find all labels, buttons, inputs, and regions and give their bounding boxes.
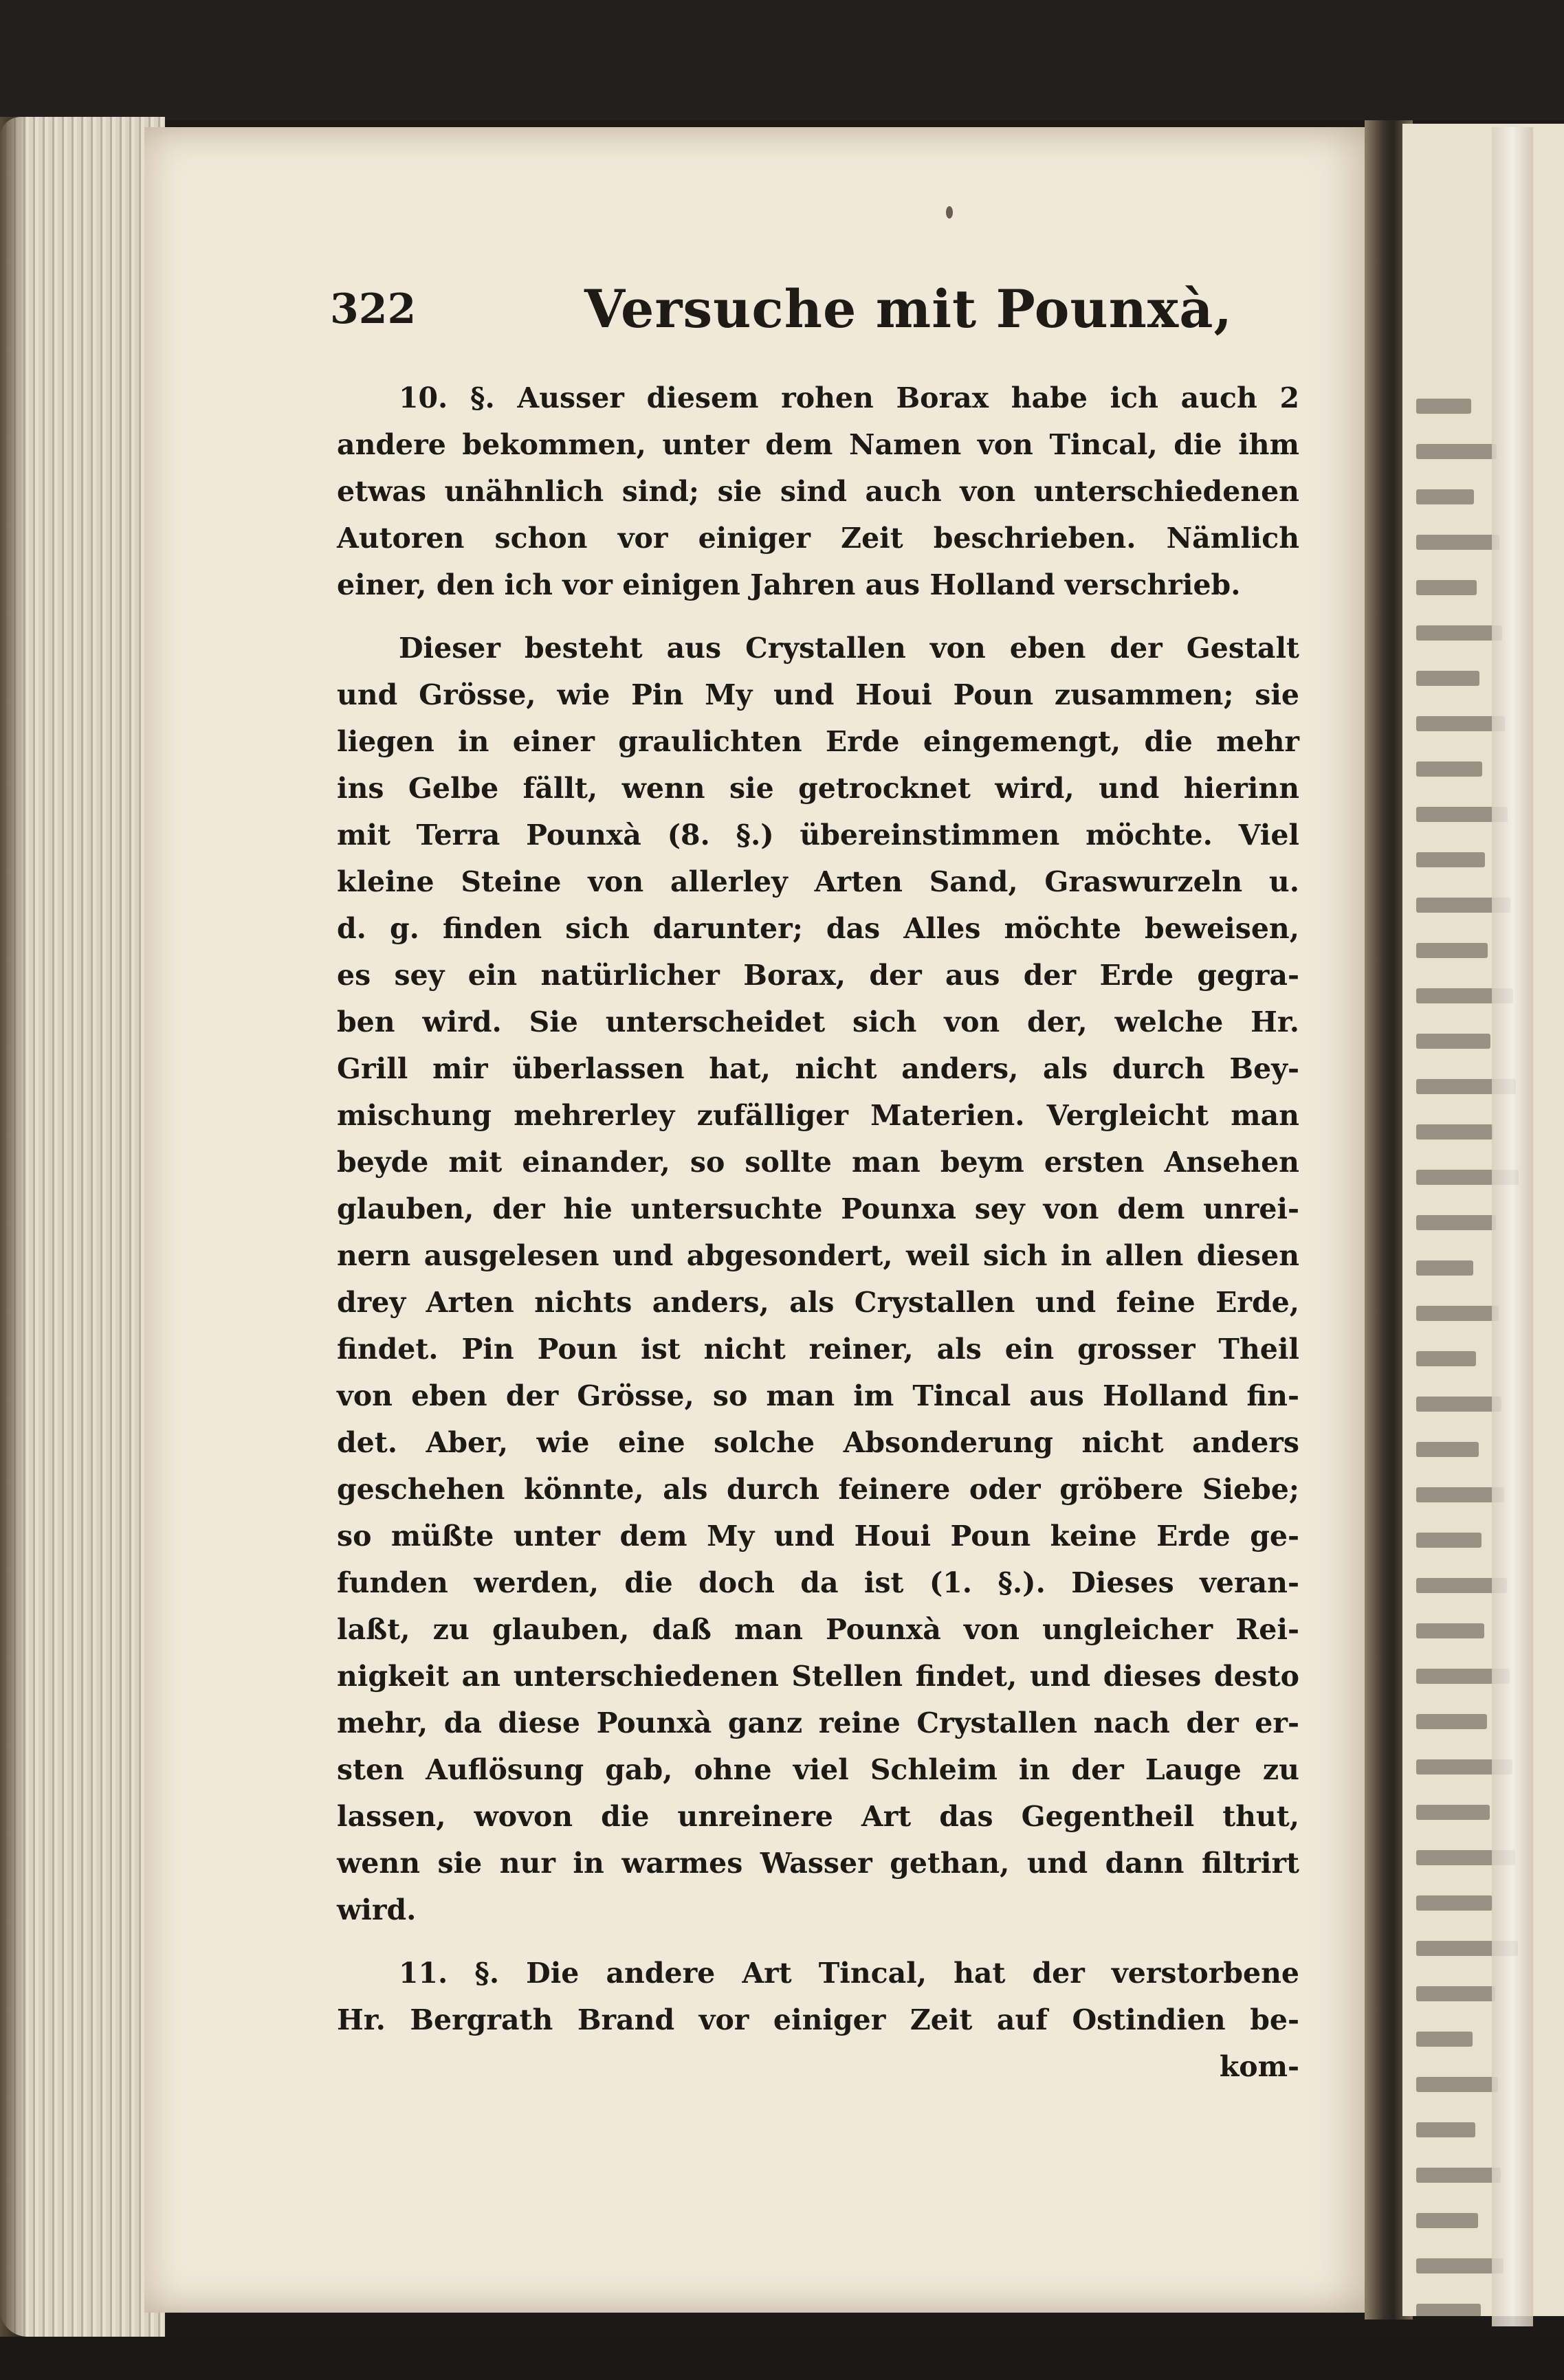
text-line: funden werden, die doch da ist (1. §.). Dieses veran-: [337, 1566, 1299, 1599]
facing-page-text-stroke: [1416, 2213, 1478, 2228]
facing-page-text-stroke: [1416, 1442, 1479, 1457]
facing-page-text-stroke: [1416, 1306, 1499, 1321]
facing-page-text-stroke: [1416, 535, 1499, 550]
text-line: liegen in einer graulichten Erde eingemengt, die mehr: [337, 725, 1299, 758]
text-line: d. g. finden sich darunter; das Alles möchte beweisen,: [337, 912, 1299, 945]
text-line: so müßte unter dem My und Houi Poun keine Erde ge-: [337, 1520, 1299, 1553]
text-line: beyde mit einander, so sollte man beym ersten Ansehen: [337, 1146, 1299, 1179]
text-line: mehr, da diese Pounxà ganz reine Crystallen nach der er-: [337, 1706, 1299, 1739]
facing-page-text-stroke: [1416, 2258, 1504, 2273]
page-body: [337, 375, 1299, 2090]
facing-page-text-stroke: [1416, 2168, 1501, 2183]
facing-page-text-stroke: [1416, 1397, 1501, 1412]
text-line: und Grösse, wie Pin My und Houi Poun zusammen; sie: [337, 678, 1299, 711]
facing-page-text-stroke: [1416, 943, 1488, 958]
paper-bookmark: [1492, 127, 1533, 2326]
facing-page-text-stroke: [1416, 1215, 1496, 1230]
ink-speck: [946, 206, 953, 219]
facing-page-text-stroke: [1416, 1623, 1484, 1638]
facing-page-text-stroke: [1416, 444, 1497, 459]
paragraph-gap: [337, 1933, 1299, 1950]
paragraph-gap: [337, 608, 1299, 625]
scan-background-top: [0, 0, 1564, 120]
facing-page-text-stroke: [1416, 1034, 1490, 1049]
text-line: Grill mir überlassen hat, nicht anders, als durch Bey-: [337, 1052, 1299, 1085]
facing-page-text-stroke: [1416, 1260, 1473, 1276]
catchword: kom-: [1219, 2050, 1299, 2083]
facing-page-text-stroke: [1416, 580, 1477, 595]
text-line: es sey ein natürlicher Borax, der aus der Erde gegra-: [337, 959, 1299, 992]
facing-page-text-stroke: [1416, 1351, 1476, 1366]
text-line: wird.: [337, 1893, 417, 1926]
facing-page-text-stroke: [1416, 1124, 1493, 1139]
text-line: ins Gelbe fällt, wenn sie getrocknet wird, und hierinn: [337, 772, 1299, 805]
facing-page-text-stroke: [1416, 2304, 1481, 2316]
text-line: einer, den ich vor einigen Jahren aus Holland verschrieb.: [337, 568, 1241, 601]
facing-page-text-stroke: [1416, 489, 1474, 504]
text-line: Hr. Bergrath Brand vor einiger Zeit auf Ostindien be-: [337, 2003, 1299, 2036]
text-line: det. Aber, wie eine solche Absonderung nicht anders: [337, 1426, 1299, 1459]
text-line: lassen, wovon die unreinere Art das Gegentheil thut,: [337, 1800, 1299, 1833]
text-line: Autoren schon vor einiger Zeit beschrieben. Nämlich: [337, 522, 1299, 555]
text-line: nern ausgelesen und abgesondert, weil sich in allen diesen: [337, 1239, 1299, 1272]
text-line: andere bekommen, unter dem Namen von Tincal, die ihm: [337, 428, 1299, 461]
text-line: laßt, zu glauben, daß man Pounxà von ungleicher Rei-: [337, 1613, 1299, 1646]
text-line: von eben der Grösse, so man im Tincal aus Holland fin-: [337, 1379, 1299, 1412]
text-line: nigkeit an unterschiedenen Stellen findet, und dieses desto: [337, 1660, 1299, 1693]
running-title: Versuche mit Pounxà,: [584, 278, 1233, 340]
facing-page-text-stroke: [1416, 399, 1471, 414]
text-line: glauben, der hie untersuchte Pounxa sey von dem unrei-: [337, 1192, 1299, 1225]
facing-page-text-stroke: [1416, 1714, 1487, 1729]
scan-background-bottom: [0, 2337, 1564, 2380]
book-edge-shadow: [0, 117, 27, 2337]
facing-page-text-stroke: [1416, 761, 1482, 777]
facing-page-text-stroke: [1416, 2032, 1473, 2047]
facing-page-text-stroke: [1416, 671, 1479, 686]
page-number: 322: [330, 285, 417, 333]
text-line: sten Auflösung gab, ohne viel Schleim in der Lauge zu: [337, 1753, 1299, 1786]
text-line: ben wird. Sie unterscheidet sich von der, welche Hr.: [337, 1005, 1299, 1038]
text-line: etwas unähnlich sind; sie sind auch von unterschiedenen: [337, 475, 1299, 508]
facing-page-text-stroke: [1416, 1487, 1504, 1502]
facing-page-text-stroke: [1416, 625, 1502, 641]
facing-page-text-stroke: [1416, 852, 1485, 867]
text-line: kleine Steine von allerley Arten Sand, Graswurzeln u.: [337, 865, 1299, 898]
facing-page-text-stroke: [1416, 1895, 1493, 1911]
text-line: wenn sie nur in warmes Wasser gethan, und dann filtrirt: [337, 1847, 1299, 1880]
facing-page-fragment: [1402, 124, 1564, 2316]
page-header: [330, 278, 1306, 347]
facing-page-text-stroke: [1416, 2077, 1498, 2092]
text-line: mischung mehrerley zufälliger Materien. Vergleicht man: [337, 1099, 1299, 1132]
text-line: mit Terra Pounxà (8. §.) übereinstimmen möchte. Viel: [337, 819, 1299, 852]
text-line: Dieser besteht aus Crystallen von eben der Gestalt: [399, 632, 1299, 665]
facing-page-text-stroke: [1416, 2122, 1475, 2137]
facing-page-text-stroke: [1416, 1805, 1490, 1820]
text-line: geschehen könnte, als durch feinere oder gröbere Siebe;: [337, 1473, 1299, 1506]
facing-page-text-stroke: [1416, 1533, 1482, 1548]
facing-page-text-stroke: [1416, 1986, 1495, 2001]
text-line: 11. §. Die andere Art Tincal, hat der verstorbene: [399, 1957, 1299, 1990]
text-line: findet. Pin Poun ist nicht reiner, als ein grosser Theil: [337, 1333, 1299, 1366]
text-line: 10. §. Ausser diesem rohen Borax habe ich auch 2: [399, 381, 1299, 414]
text-line: drey Arten nichts anders, als Crystallen und feine Erde,: [337, 1286, 1299, 1319]
